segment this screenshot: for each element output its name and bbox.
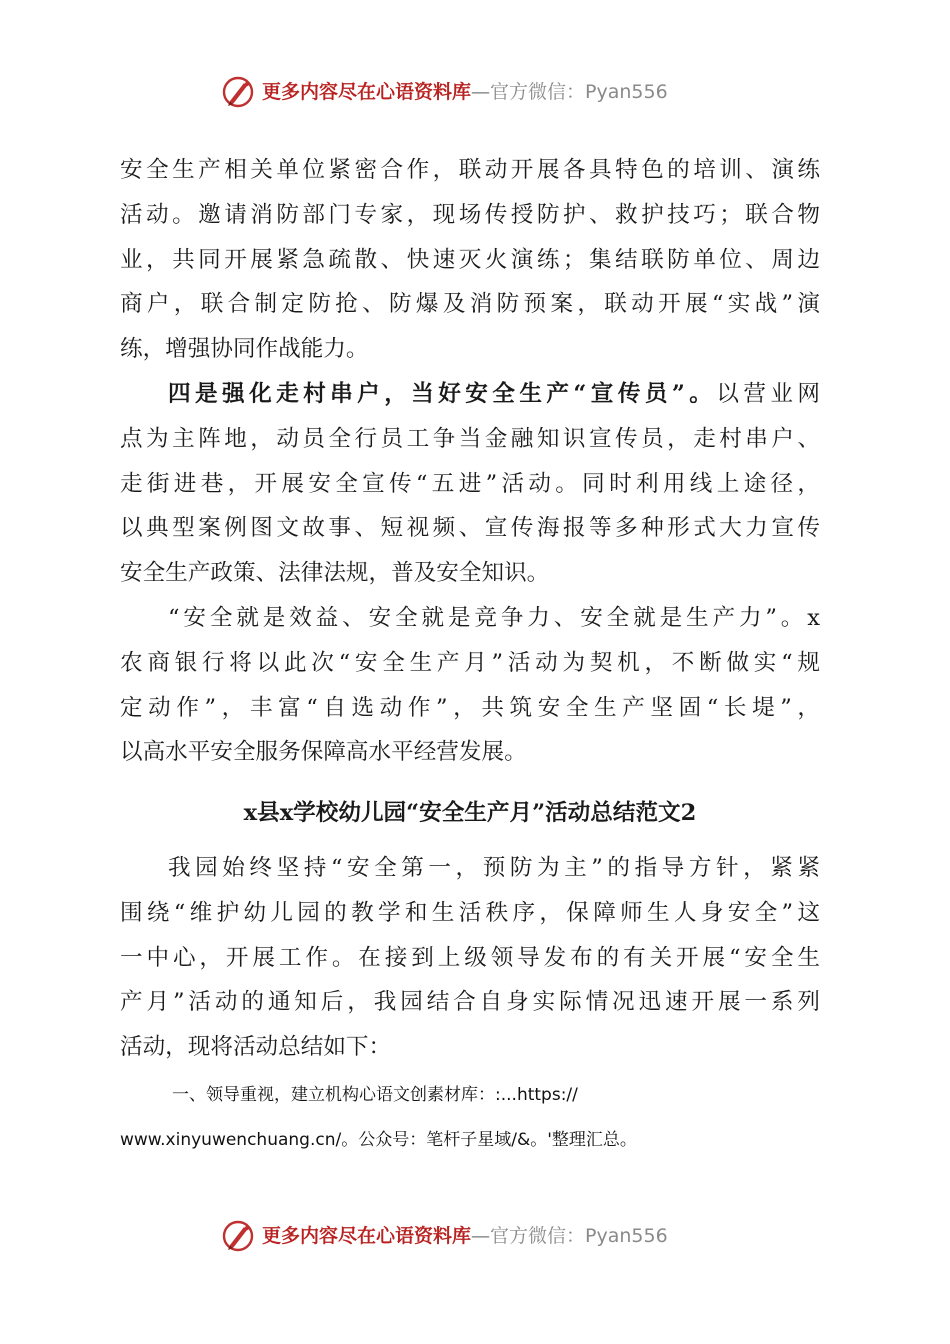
paragraph-2 [120,372,820,596]
text-line: 围绕“维护幼儿园的教学和生活秩序，保障师生人身安全”这 [120,899,820,926]
text-line: 活动，现将活动总结如下： [120,1034,392,1061]
source-note-line-2: www.xinyuwenchuang.cn/。公众号：笔杆子星域/&。'整理汇总。 [120,1130,637,1150]
text-line: 以高水平安全服务保障高水平经营发展。 [120,739,527,766]
pen-circle-logo-icon [220,74,256,110]
text-line: 安全生产政策、法律法规，普及安全知识。 [120,560,550,587]
text-line: 点为主阵地，动员全行员工争当金融知识宣传员，走村串户、 [120,425,820,452]
text-line: 业，共同开展紧急疏散、快速灭火演练；集结联防单位、周边 [120,246,820,273]
text-line: 定动作”，丰富“自选动作”，共筑安全生产坚固“长堤”， [120,694,820,721]
bold-lead: 四是强化走村串户，当好安全生产“宣传员”。 [168,381,717,407]
paragraph-4 [120,846,820,1070]
text-line: 安全生产相关单位紧密合作，联动开展各具特色的培训、演练 [120,157,820,183]
paragraph-1 [120,148,820,372]
text-line: 农商银行将以此次“安全生产月”活动为契机，不断做实“规 [120,649,820,676]
source-note-line-1: 一、领导重视，建立机构心语文创素材库：:...https:// [172,1085,578,1105]
text-run: 以营业网 [716,381,820,407]
section-heading: x县x学校幼儿园“安全生产月”活动总结范文2 [243,800,697,826]
text-line: 产月”活动的通知后，我园结合自身实际情况迅速开展一系列 [120,989,820,1016]
text-line: 商户，联合制定防抢、防爆及消防预案，联动开展“实战”演 [120,291,820,318]
text-line: 一中心，开展工作。在接到上级领导发布的有关开展“安全生 [120,944,820,971]
footer-text: 更多内容尽在心语资料库—官方微信：Pyan556 [262,1225,668,1247]
text-line: 我园始终坚持“安全第一，预防为主”的指导方针，紧紧 [168,855,820,881]
text-line: “安全就是效益、安全就是竞争力、安全就是生产力”。x [168,605,820,631]
pen-circle-logo-icon [220,1218,256,1254]
text-line: 以典型案例图文故事、短视频、宣传海报等多种形式大力宣传 [120,515,820,542]
paragraph-3 [120,596,820,775]
text-line: 活动。邀请消防部门专家，现场传授防护、救护技巧；联合物 [120,201,820,228]
text-line: 练，增强协同作战能力。 [120,336,369,363]
text-line: 走街进巷，开展安全宣传“五进”活动。同时利用线上途径， [120,470,820,497]
header-banner [0,72,950,112]
footer-banner [0,1216,950,1256]
header-text: 更多内容尽在心语资料库—官方微信：Pyan556 [262,81,668,103]
text-line [120,372,820,417]
